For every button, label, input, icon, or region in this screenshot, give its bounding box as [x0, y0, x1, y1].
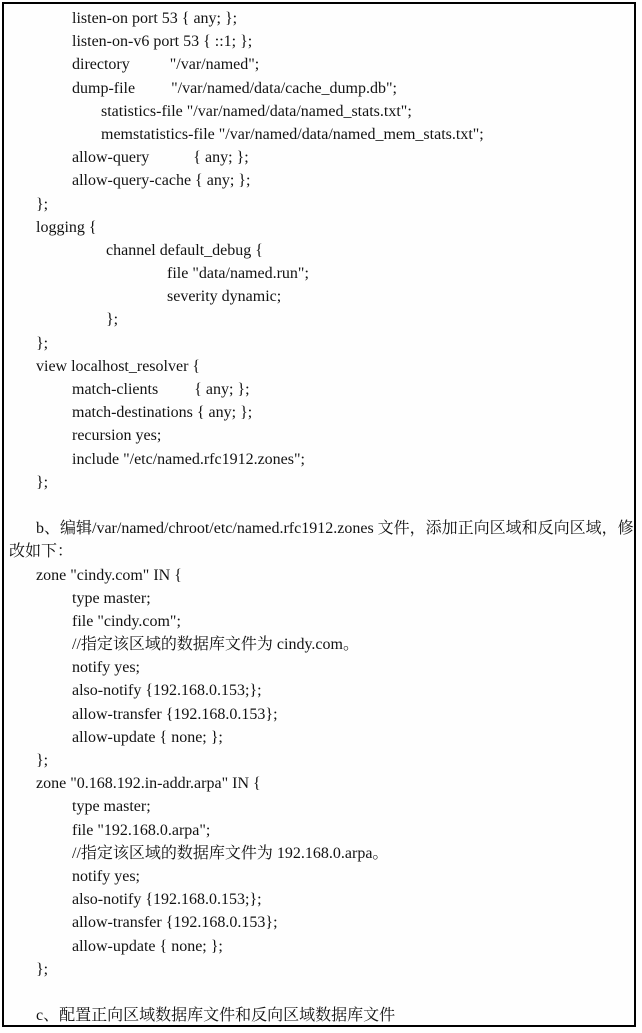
text-line: listen-on port 53 { any; };	[72, 10, 238, 27]
text-line: zone "0.168.192.in-addr.arpa" IN {	[36, 775, 261, 793]
text-line: };	[36, 752, 49, 769]
text-line: logging {	[36, 218, 97, 236]
text-line: statistics-file "/var/named/data/named_stats.txt";	[101, 102, 412, 120]
text-line: };	[106, 311, 119, 329]
text-line: };	[36, 473, 49, 491]
text-line: notify yes;	[72, 659, 140, 677]
text-line: include "/etc/named.rfc1912.zones";	[72, 450, 305, 468]
config-listing	[4, 4, 634, 1027]
text-line: also-notify {192.168.0.153;};	[72, 682, 262, 700]
text-line: recursion yes;	[72, 427, 162, 445]
text-line: c、配置正向区域数据库文件和反向区域数据库文件	[36, 1007, 396, 1025]
text-line: zone "cindy.com" IN {	[36, 566, 182, 584]
text-line: allow-update { none; };	[72, 937, 223, 955]
text-line: b、编辑/var/named/chroot/etc/named.rfc1912.zones 文件，添加正向区域和反向区域，修	[36, 520, 634, 538]
text-line: allow-transfer {192.168.0.153};	[72, 705, 278, 723]
text-line: allow-query { any; };	[72, 149, 249, 167]
text-line: listen-on-v6 port 53 { ::1; };	[72, 33, 253, 51]
text-line: //指定该区域的数据库文件为 cindy.com。	[72, 636, 359, 654]
text-line: memstatistics-file "/var/named/data/named_mem_stats.txt";	[101, 125, 484, 143]
text-line: file "cindy.com";	[72, 612, 181, 630]
text-line: };	[36, 195, 49, 213]
text-line: view localhost_resolver {	[36, 357, 201, 375]
text-line: dump-file "/var/named/data/cache_dump.db";	[72, 79, 397, 97]
text-line: //指定该区域的数据库文件为 192.168.0.arpa。	[72, 844, 389, 862]
text-line: type master;	[72, 589, 151, 607]
text-line: file "192.168.0.arpa";	[72, 821, 211, 839]
text-line	[4, 981, 634, 1004]
text-line: allow-query-cache { any; };	[72, 172, 251, 190]
text-line: };	[36, 334, 49, 352]
text-line: allow-update { none; };	[72, 728, 223, 746]
text-line: also-notify {192.168.0.153;};	[72, 891, 262, 909]
text-line: allow-transfer {192.168.0.153};	[72, 914, 278, 932]
text-line	[4, 494, 634, 517]
text-line: notify yes;	[72, 867, 140, 885]
text-line: directory "/var/named";	[72, 56, 260, 74]
text-line: type master;	[72, 798, 151, 816]
text-line: match-clients { any; };	[72, 381, 250, 398]
text-line: 改如下：	[9, 543, 74, 561]
text-line: match-destinations { any; };	[72, 404, 253, 422]
text-line: file "data/named.run";	[167, 265, 309, 283]
document-page	[2, 2, 636, 1027]
text-line: };	[36, 960, 49, 978]
text-line: severity dynamic;	[167, 288, 282, 306]
text-line: channel default_debug {	[106, 241, 263, 259]
